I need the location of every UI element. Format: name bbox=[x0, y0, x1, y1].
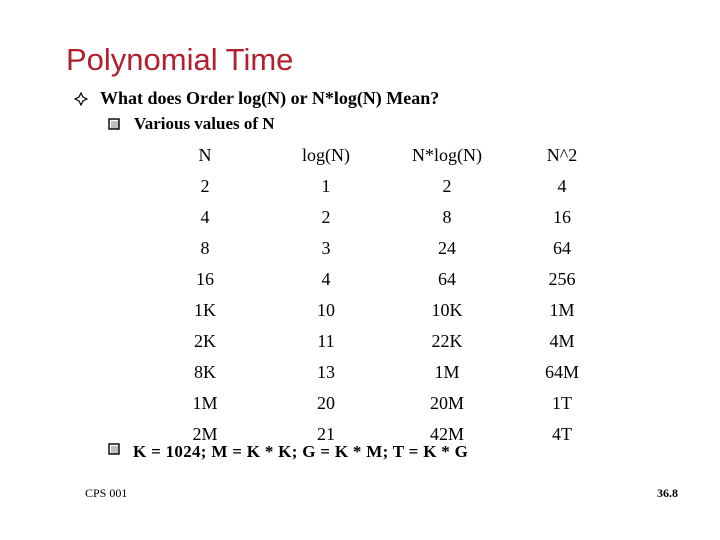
values-table bbox=[142, 140, 614, 450]
table-cell: 1M bbox=[549, 300, 575, 320]
table-cell: 16 bbox=[196, 269, 214, 289]
column-header-n-squared: N^2 bbox=[546, 145, 578, 165]
table-cell: 1 bbox=[321, 176, 331, 196]
table-cell: 1M bbox=[434, 362, 460, 382]
table-cell: 10 bbox=[317, 300, 335, 320]
table-cell: 1T bbox=[552, 393, 572, 413]
table-cell: 4 bbox=[321, 269, 331, 289]
square-bullet-icon bbox=[108, 443, 120, 455]
table-cell: 64M bbox=[544, 362, 579, 382]
table-cell: 1K bbox=[194, 300, 216, 320]
table-cell: 21 bbox=[317, 424, 335, 444]
table-cell: 8K bbox=[194, 362, 216, 382]
table-cell: 4 bbox=[557, 176, 567, 196]
table-cell: 11 bbox=[317, 331, 335, 351]
table-row bbox=[142, 357, 614, 388]
bullet-level2 bbox=[108, 114, 275, 134]
table-cell: 2 bbox=[321, 207, 331, 227]
column-header-logn: log(N) bbox=[302, 145, 350, 165]
table-cell: 24 bbox=[438, 238, 456, 258]
table-cell: 3 bbox=[321, 238, 331, 258]
table-cell: 2 bbox=[442, 176, 452, 196]
diamond-bullet-icon bbox=[74, 92, 88, 106]
bullet-text-order: What does Order log(N) or N*log(N) Mean? bbox=[100, 88, 440, 108]
table-cell: 22K bbox=[431, 331, 463, 351]
footer-page-number: 36.8 bbox=[657, 486, 678, 500]
table-cell: 2M bbox=[192, 424, 218, 444]
column-header-nlogn: N*log(N) bbox=[412, 145, 482, 165]
table-cell: 20M bbox=[429, 393, 464, 413]
table-header-row bbox=[142, 140, 614, 171]
table-cell: 256 bbox=[548, 269, 576, 289]
table-row bbox=[142, 326, 614, 357]
table-cell: 13 bbox=[317, 362, 335, 382]
table-row bbox=[142, 233, 614, 264]
table-row bbox=[142, 202, 614, 233]
table-row bbox=[142, 171, 614, 202]
table-cell: 4T bbox=[552, 424, 572, 444]
bullet-level2-units bbox=[108, 443, 134, 455]
column-header-n: N bbox=[198, 145, 212, 165]
table-cell: 1M bbox=[192, 393, 218, 413]
table-row bbox=[142, 388, 614, 419]
bullet-level1 bbox=[74, 88, 439, 109]
table-cell: 10K bbox=[431, 300, 463, 320]
table-cell: 2K bbox=[194, 331, 216, 351]
table-cell: 4M bbox=[549, 331, 575, 351]
table-cell: 8 bbox=[200, 238, 210, 258]
footer-course: CPS 001 bbox=[85, 486, 128, 500]
table-body bbox=[142, 171, 614, 450]
table-cell: 4 bbox=[200, 207, 210, 227]
table-cell: 8 bbox=[442, 207, 452, 227]
table-cell: 42M bbox=[429, 424, 464, 444]
units-definition: K = 1024; M = K * K; G = K * M; T = K * G bbox=[133, 442, 469, 461]
table-row bbox=[142, 295, 614, 326]
table-cell: 2 bbox=[200, 176, 210, 196]
table-row bbox=[142, 264, 614, 295]
slide-title: Polynomial Time bbox=[66, 42, 294, 77]
table-cell: 20 bbox=[317, 393, 335, 413]
square-bullet-icon bbox=[108, 118, 120, 130]
table-cell: 16 bbox=[553, 207, 571, 227]
table-cell: 64 bbox=[553, 238, 571, 258]
bullet-text-values: Various values of N bbox=[134, 114, 275, 133]
table-cell: 64 bbox=[438, 269, 456, 289]
